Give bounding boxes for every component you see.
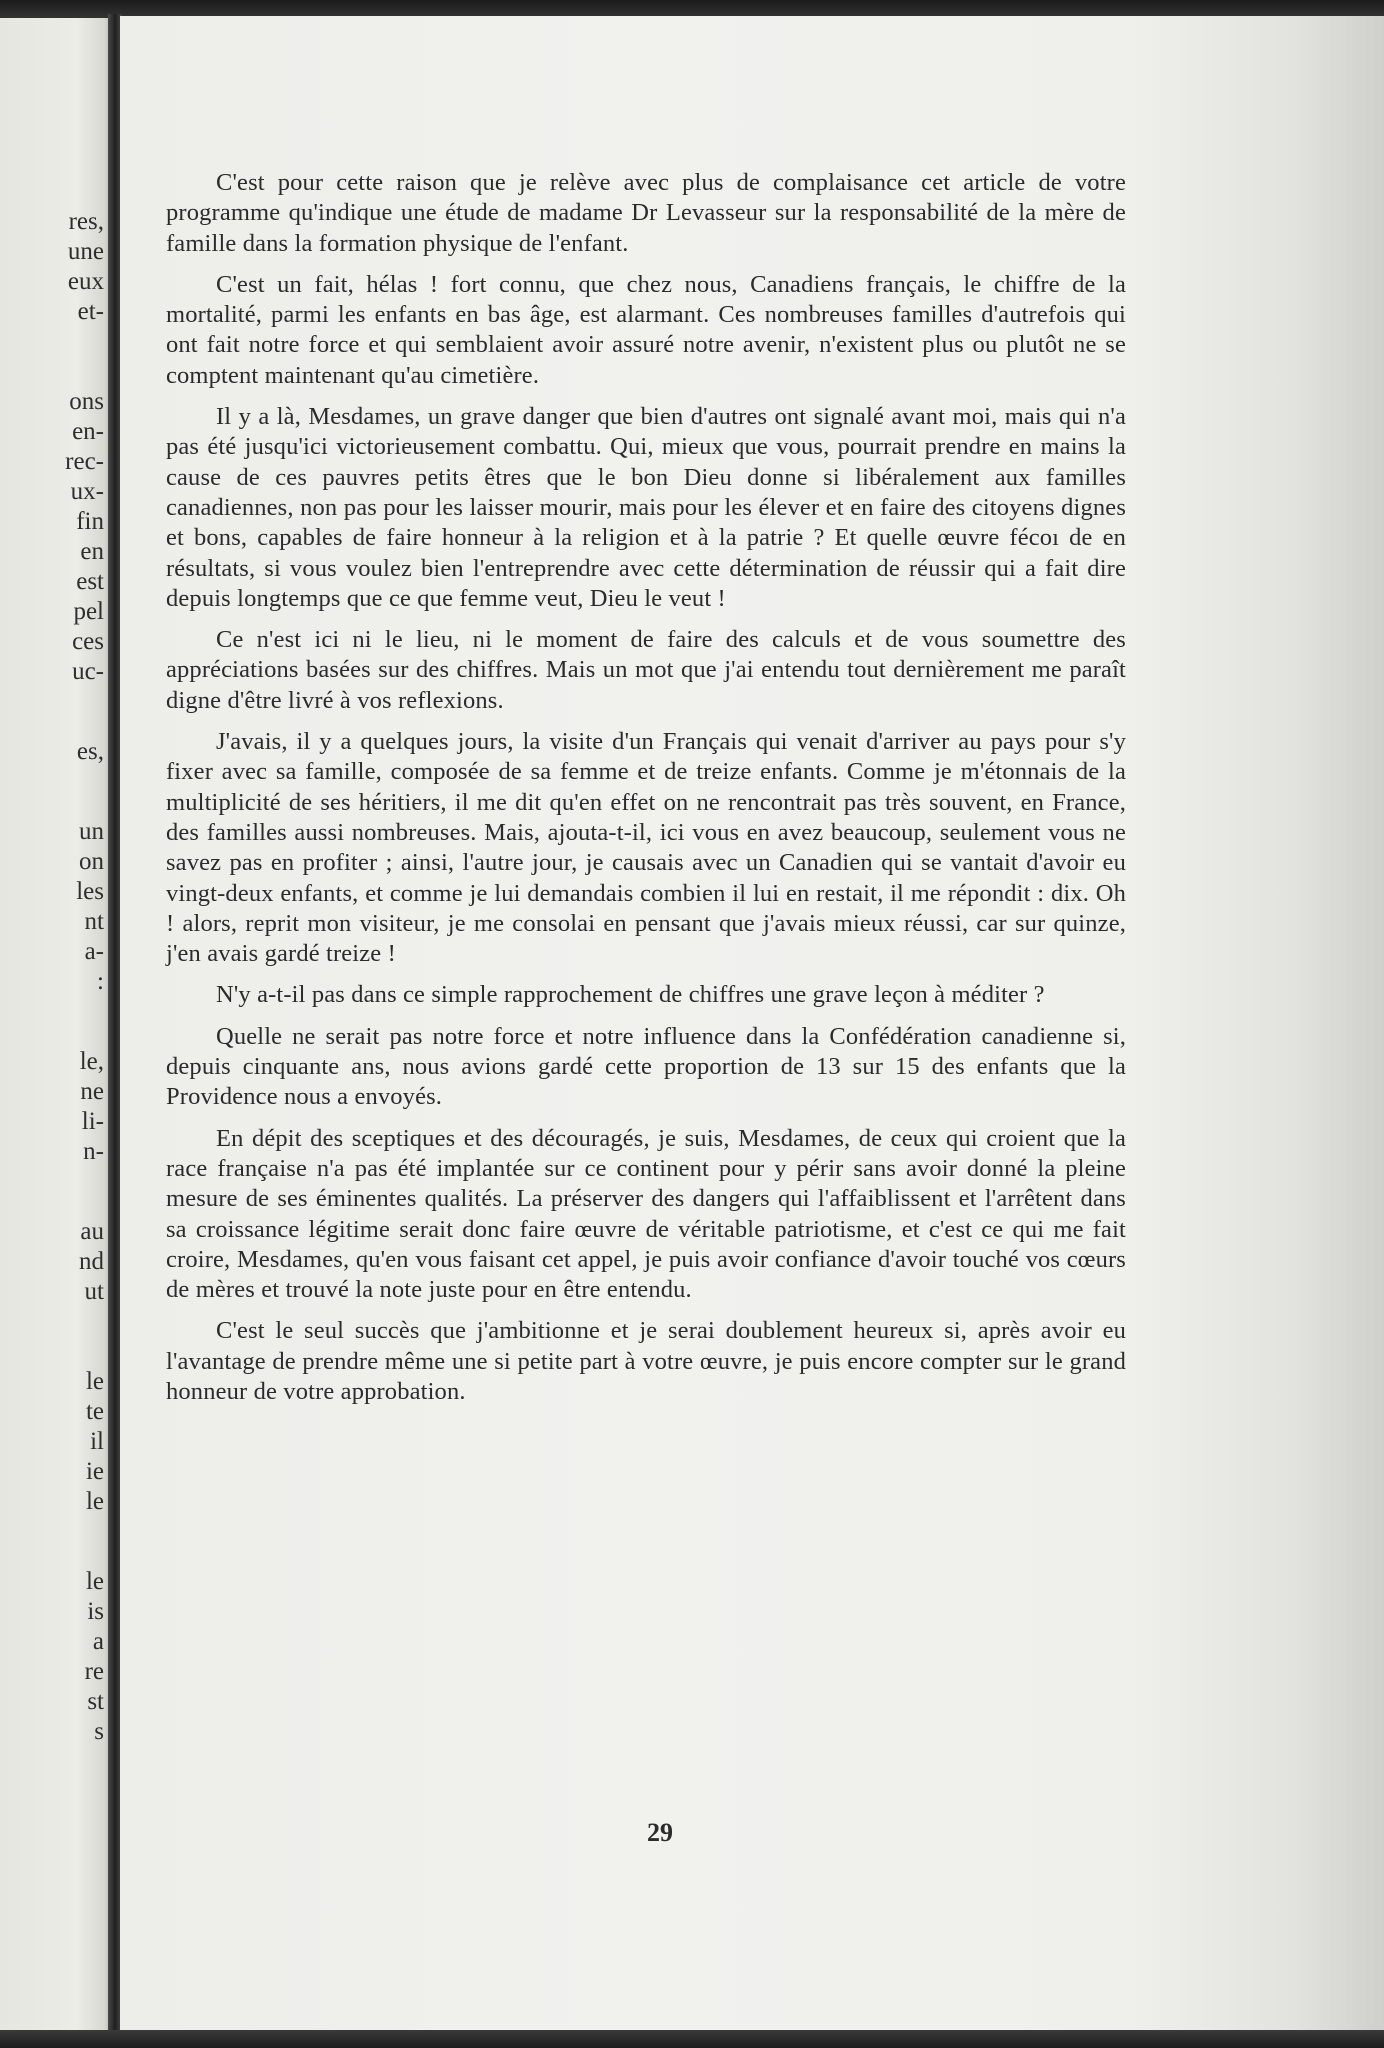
facing-page-fragment: le [85,1368,104,1395]
paragraph-7: Quelle ne serait pas notre force et notre influence dans la Confédération canadienne si, depuis cinquante ans, nous avions gardé cette proportion de 13 sur 15 des enfants que la Providence nous a envoyés. [166,1022,1126,1111]
paragraph-8: En dépit des sceptiques et des découragés, je suis, Mesdames, de ceux qui croient que la race française n'a pas été implantée sur ce continent pour y périr sans avoir donné la pleine mesure de ses éminentes qualités. La préserver des dangers qui l'affaiblissent et l'arrêtent dans sa croissance légitime serait donc faire œuvre de véritable patriotisme, et c'est ce qui me fait croire, Mesdames, qu'en vous faisant cet appel, je puis avoir confiance d'avoir touché vos cœurs de mères et trouvé la note juste pour en être entendu. [166,1124,1126,1304]
facing-page-fragment: : [97,968,104,995]
facing-page-fragment: pel [73,598,104,625]
facing-page-fragment: a [92,1628,104,1655]
facing-page-fragment: le [85,1568,104,1595]
facing-page-fragment: re [84,1658,104,1685]
facing-page-fragment: ux- [70,478,104,505]
paragraph-2: C'est un fait, hélas ! fort connu, que chez nous, Canadiens français, le chiffre de la mortalité, parmi les enfants en bas âge, est alarmant. Ces nombreuses familles d'autrefois qui ont fait notre force et qui semblaient avoir assuré notre avenir, n'existent plus ou plutôt ne se comptent maintenant qu'au cimetière. [166,270,1126,389]
facing-page-fragment: a- [84,938,104,965]
facing-page-fragment: ons [69,388,104,415]
facing-page-fragment: le, [79,1048,104,1075]
paragraph-4: Ce n'est ici ni le lieu, ni le moment de faire des calculs et de vous soumettre des appréciations basées sur des chiffres. Mais un mot que j'ai entendu tout dernièrement me paraît digne d'être livré à vos reflexions. [166,626,1126,714]
facing-page-fragment: res, [68,208,104,235]
facing-page-fragment: le [85,1488,104,1515]
facing-page-fragment: nt [84,908,104,935]
book-page [120,16,1384,2030]
facing-page-fragment: rec- [65,448,104,475]
facing-page-fragment: n- [83,1138,104,1165]
facing-page-fragment: les [76,878,104,905]
facing-page-fragment: es, [76,738,104,765]
paragraph-9: C'est le seul succès que j'ambitionne et je serai doublement heureux si, après avoir eu l'avantage de prendre même une si petite part à votre œuvre, je puis encore compter sur le grand honneur de votre approbation. [166,1317,1126,1405]
facing-page-fragment: is [87,1598,104,1625]
facing-page-fragment: st [87,1688,104,1715]
facing-page-fragment: li- [81,1108,104,1135]
body-text [166,168,1126,1418]
facing-page-fragment: en [80,538,104,565]
facing-page-fragment: en- [72,418,104,445]
facing-page-fragment: un [79,818,104,845]
facing-page-fragment: nd [79,1248,104,1275]
facing-page-fragment: te [85,1398,104,1425]
facing-page-fragment: et- [77,298,104,325]
facing-page-fragment: ie [85,1458,104,1485]
facing-page-fragment: au [80,1218,104,1245]
paragraph-3: Il y a là, Mesdames, un grave danger que bien d'autres ont signalé avant moi, mais qui n'a pas été jusqu'ici victorieusement combattu. Qui, mieux que vous, pourrait prendre en mains la cause de ces pauvres petits êtres que le bon Dieu donne si libéralement aux familles canadiennes, non pas pour les laisser mourir, mais pour les élever et en faire des citoyens dignes et bons, capables de faire honneur à la religion et à la patrie ? Et quelle œuvre fécoı de en résultats, si vous voulez bien l'entreprendre avec cette détermination de réussir qui a fait dire depuis longtemps que ce que femme veut, Dieu le veut ! [166,403,1126,612]
facing-page-fragment: il [90,1428,104,1455]
paragraph-1: C'est pour cette raison que je relève avec plus de complaisance cet article de votre programme qu'indique une étude de madame Dr Levasseur sur la responsabilité de la mère de famille dans la formation physique de l'enfant. [166,169,1126,257]
scan-border-bottom [0,2030,1384,2048]
page-number: 29 [647,1818,673,1847]
facing-page-fragment: ne [80,1078,104,1105]
facing-page-fragment: uc- [72,658,104,685]
facing-page-fragment: ut [84,1278,104,1305]
facing-page-fragment: est [76,568,104,595]
facing-page-fragment: eux [67,268,104,295]
facing-page-fragment: une [67,238,104,265]
paragraph-5: J'avais, il y a quelques jours, la visite d'un Français qui venait d'arriver au pays pour s'y fixer avec sa famille, composée de sa femme et de treize enfants. Comme je m'étonnais de la multiplicité de ses héritiers, il me dit qu'en effet on ne rencontrait pas très souvent, en France, des familles aussi nombreuses. Mais, ajouta-t-il, ici vous en avez beaucoup, seulement vous ne savez pas en profiter ; ainsi, l'autre jour, je causais avec un Canadien qui se vantait d'avoir eu vingt-deux enfants, et comme je lui demandais combien il lui en restait, il me répondit : dix. Oh ! alors, reprit mon visiteur, je me consolai en pensant que j'avais mieux réussi, car sur quinze, j'en avais gardé treize ! [166,728,1126,968]
paragraph-6: N'y a-t-il pas dans ce simple rapprochement de chiffres une grave leçon à méditer ? [216,981,1045,1009]
facing-page-left [0,18,110,2030]
facing-page-fragment: ces [72,628,104,655]
facing-page-fragment: s [94,1718,104,1745]
facing-page-fragment: fin [76,508,104,535]
facing-page-fragment: on [79,848,104,875]
